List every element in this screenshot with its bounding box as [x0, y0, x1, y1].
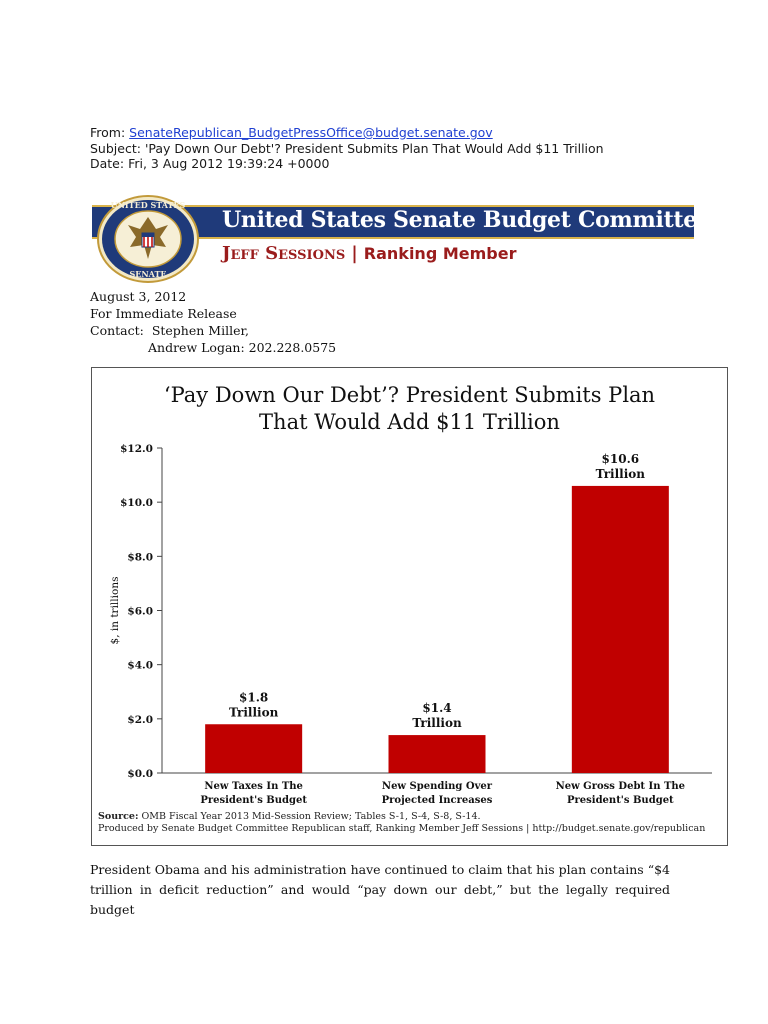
seal-text-bottom: SENATE — [129, 269, 167, 279]
banner-subtitle — [222, 243, 516, 264]
seal-text-top: UNITED STATES — [110, 200, 186, 210]
email-header — [90, 125, 604, 172]
y-axis-label: $, in trillions — [109, 576, 121, 645]
chart-title-line-2: That Would Add $11 Trillion — [259, 410, 560, 434]
contact-name-2: Andrew Logan: 202.228.0575 — [148, 340, 337, 355]
body-paragraph: President Obama and his administration have continued to claim that his plan contains “$4 trillion in deficit reduction” and would “pay down our debt,” but the legally required budget — [90, 862, 670, 917]
banner-role: Ranking Member — [363, 244, 517, 263]
bar-data-label: $10.6 — [601, 451, 640, 466]
debt-chart — [91, 367, 728, 846]
x-tick-label: New Taxes In The — [204, 781, 303, 792]
y-tick-label: $10.0 — [120, 497, 153, 510]
chart-source — [98, 811, 705, 835]
contact-label: Contact: — [90, 323, 144, 338]
banner-member-name: Jeff Sessions — [222, 243, 346, 264]
bar-data-label: $1.4 — [422, 701, 452, 716]
bar — [389, 735, 486, 773]
source-text: OMB Fiscal Year 2013 Mid-Session Review; Tables S-1, S-4, S-8, S-14. — [138, 811, 481, 822]
subject-text: 'Pay Down Our Debt'? President Submits Plan That Would Add $11 Trillion — [144, 140, 604, 156]
bar-data-label: Trillion — [412, 716, 462, 731]
from-address-link[interactable]: SenateRepublican_BudgetPressOffice@budget.senate.gov — [129, 125, 493, 140]
bar-data-label: Trillion — [228, 705, 279, 720]
committee-banner — [92, 195, 711, 283]
date-label: Date: — [90, 156, 125, 171]
x-tick-label: President's Budget — [200, 795, 308, 806]
y-tick-label: $6.0 — [127, 605, 153, 618]
contact-name-1: Stephen Miller, — [151, 323, 250, 338]
press-release-type: For Immediate Release — [90, 306, 237, 321]
date-line — [90, 156, 604, 172]
banner-title: United States Senate Budget Committee — [222, 207, 711, 233]
bar — [572, 486, 669, 773]
y-tick-label: $4.0 — [127, 659, 153, 672]
from-label: From: — [90, 125, 126, 140]
y-tick-label: $8.0 — [127, 551, 153, 564]
press-date: August 3, 2012 — [90, 289, 187, 304]
press-contact-line — [90, 322, 336, 339]
bar-data-label: $1.8 — [239, 690, 269, 705]
date-text: Fri, 3 Aug 2012 19:39:24 +0000 — [128, 156, 330, 171]
source-label: Source: — [98, 811, 139, 822]
chart-source-line — [98, 811, 705, 823]
x-tick-label: New Gross Debt In The — [555, 781, 686, 792]
x-tick-label: New Spending Over — [381, 781, 493, 792]
chart-plot — [92, 368, 727, 808]
chart-title-line-1: ‘Pay Down Our Debt’? President Submits Plan — [163, 383, 656, 407]
x-tick-label: President's Budget — [566, 795, 674, 806]
x-tick-label: Projected Increases — [381, 795, 493, 806]
y-tick-label: $0.0 — [127, 768, 153, 780]
subject-line — [90, 141, 604, 157]
chart-produced-by: Produced by Senate Budget Committee Republican staff, Ranking Member Jeff Sessions | http://budget.senate.gov/republican — [98, 823, 706, 834]
y-tick-label: $2.0 — [127, 713, 153, 726]
press-release-info — [90, 288, 336, 356]
from-line — [90, 125, 604, 141]
y-tick-label: $12.0 — [120, 443, 153, 455]
bar-data-label: Trillion — [595, 466, 646, 481]
senate-seal-icon — [96, 195, 200, 283]
bar — [205, 724, 302, 773]
banner-separator: | — [351, 243, 358, 264]
subject-label: Subject: — [90, 140, 141, 156]
